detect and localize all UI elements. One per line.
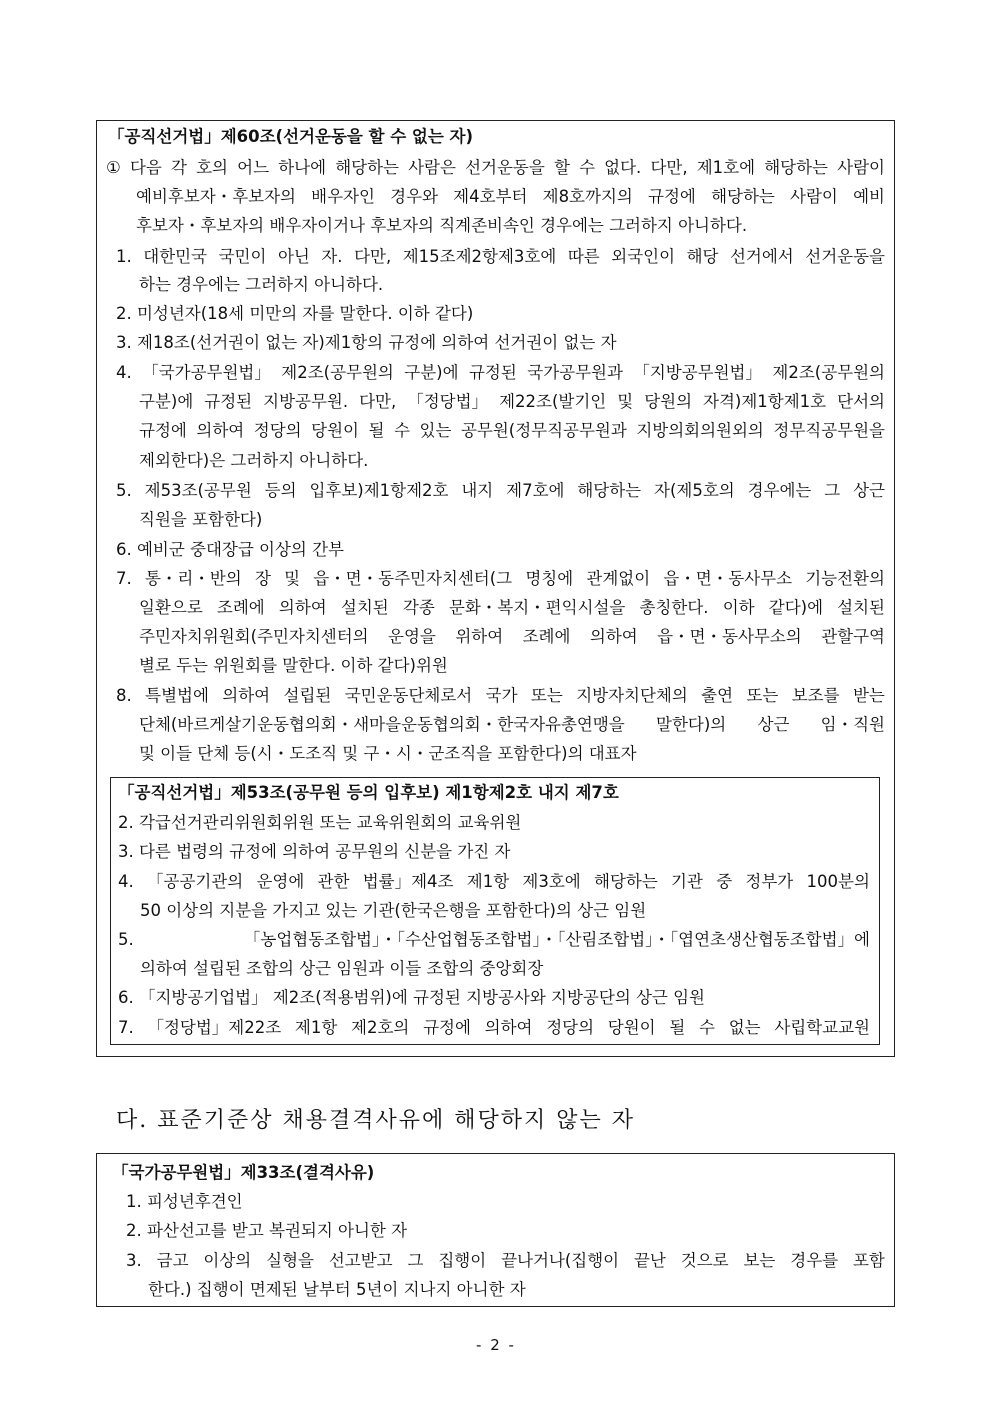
item-3: 3. 제18조(선거권이 없는 자)제1항의 규정에 의하여 선거권이 없는 자 [116,333,617,352]
item-4-line-2: 구분)에 규정된 지방공무원. 다만, 「정당법」 제22조(발기인 및 당원의 자격)제1항제1호 단서의 [139,392,885,411]
item-8-line-3: 및 이들 단체 등(시・도조직 및 구・시・군조직을 포함한다)의 대표자 [139,744,637,763]
item-6: 6. 예비군 중대장급 이상의 간부 [116,540,344,559]
item-5-line-1: 5. 제53조(공무원 등의 입후보)제1항제2호 내지 제7호에 해당하는 자(제5호의 경우에는 그 상근 [116,481,885,500]
item-8-line-2: 단체(바르게살기운동협의회・새마을운동협의회・한국자유총연맹을 말한다)의 상근 임・직원 [139,715,885,734]
article-53-title: 「공직선거법」제53조(공무원 등의 입후보) 제1항제2호 내지 제7호 [118,783,619,802]
article-33-title: 「국가공무원법」제33조(결격사유) [112,1163,375,1182]
art33-item-1: 1. 피성년후견인 [126,1192,243,1211]
section-heading: 다. 표준기준상 채용결격사유에 해당하지 않는 자 [116,1108,636,1133]
art33-item-3-line-2: 한다.) 집행이 면제된 날부터 5년이 지나지 아니한 자 [148,1280,526,1299]
item-1-line-1: 1. 대한민국 국민이 아닌 자. 다만, 제15조제2항제3호에 따른 외국인이 해당 선거에서 선거운동을 [116,247,885,266]
clause-1-line-3: 후보자・후보자의 배우자이거나 후보자의 직계존비속인 경우에는 그러하지 아니하다. [136,216,748,235]
item-2: 2. 미성년자(18세 미만의 자를 말한다. 이하 같다) [116,304,474,323]
item-4-line-3: 규정에 의하여 정당의 당원이 될 수 있는 공무원(정무직공무원과 지방의회의원외의 정무직공무원을 [139,421,885,440]
art53-item-4-line-1: 4. 「공공기관의 운영에 관한 법률」제4조 제1항 제3호에 해당하는 기관 중 정부가 100분의 [118,872,870,891]
art53-item-4-line-2: 50 이상의 지분을 가지고 있는 기관(한국은행을 포함한다)의 상근 임원 [140,901,647,920]
art53-item-7: 7. 「정당법」제22조 제1항 제2호의 규정에 의하여 정당의 당원이 될 수 없는 사립학교교원 [118,1018,870,1037]
item-7-line-3: 주민자치위원회(주민자치센터의 운영을 위하여 조례에 의하여 읍・면・동사무소의 관할구역 [139,627,885,646]
item-1-line-2: 하는 경우에는 그러하지 아니하다. [139,275,384,294]
article-60-title: 「공직선거법」제60조(선거운동을 할 수 없는 자) [108,127,473,146]
clause-1-line-2: 예비후보자・후보자의 배우자인 경우와 제4호부터 제8호까지의 규정에 해당하는 사람이 예비 [136,187,885,206]
clause-1-line-1: ① 다음 각 호의 어느 하나에 해당하는 사람은 선거운동을 할 수 없다. 다만, 제1호에 해당하는 사람이 [106,158,885,177]
art33-item-3-line-1: 3. 금고 이상의 실형을 선고받고 그 집행이 끝나거나(집행이 끝난 것으로 보는 경우를 포함 [126,1251,885,1270]
item-7-line-4: 별로 두는 위원회를 말한다. 이하 같다)위원 [139,656,448,675]
art53-item-6: 6. 「지방공기업법」 제2조(적용범위)에 규정된 지방공사와 지방공단의 상근 임원 [118,988,705,1007]
item-8-line-1: 8. 특별법에 의하여 설립된 국민운동단체로서 국가 또는 지방자치단체의 출연 또는 보조를 받는 [116,686,885,705]
item-4-line-1: 4. 「국가공무원법」 제2조(공무원의 구분)에 규정된 국가공무원과 「지방공무원법」 제2조(공무원의 [116,363,885,382]
art53-item-5-line-1: 5. 「농업협동조합법」・「수산업협동조합법」・「산림조합법」・「엽연초생산협동조합법」에 [118,930,870,949]
page-number: - 2 - [476,1336,516,1354]
item-5-line-2: 직원을 포함한다) [139,510,263,529]
art53-item-5-line-2: 의하여 설립된 조합의 상근 임원과 이들 조합의 중앙회장 [140,959,544,978]
item-7-line-2: 일환으로 조례에 의하여 설치된 각종 문화・복지・편익시설을 총칭한다. 이하 같다)에 설치된 [139,598,885,617]
item-4-line-4: 제외한다)은 그러하지 아니하다. [139,451,369,470]
art53-item-2: 2. 각급선거관리위원회위원 또는 교육위원회의 교육위원 [118,813,522,832]
art53-item-3: 3. 다른 법령의 규정에 의하여 공무원의 신분을 가진 자 [118,842,511,861]
item-7-line-1: 7. 통・리・반의 장 및 읍・면・동주민자치센터(그 명칭에 관계없이 읍・면・동사무소 기능전환의 [116,569,885,588]
art33-item-2: 2. 파산선고를 받고 복권되지 아니한 자 [126,1221,408,1240]
